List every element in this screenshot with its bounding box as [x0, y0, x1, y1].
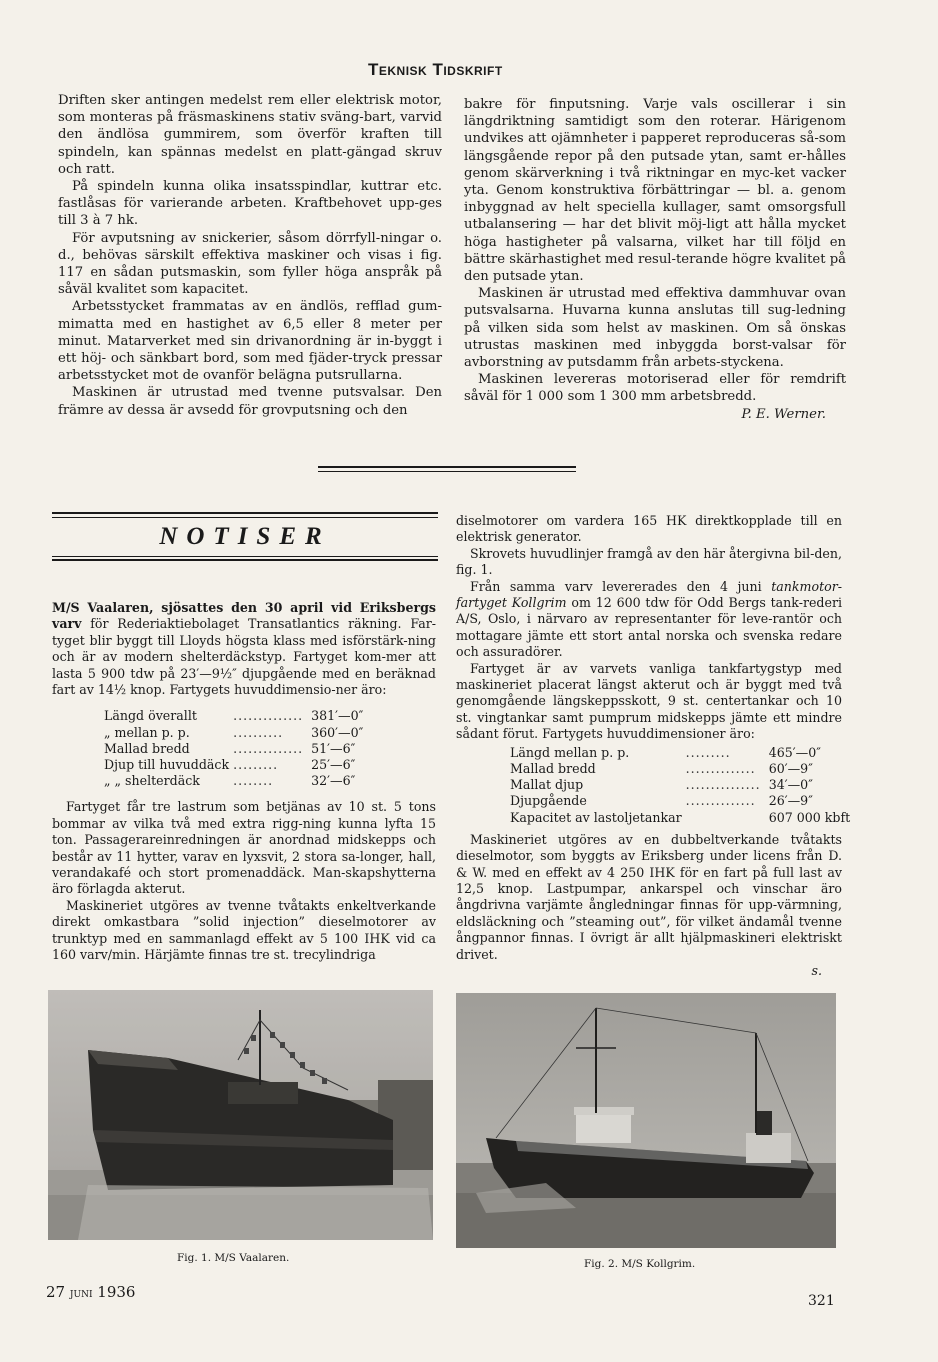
- dimension-leader: .........: [233, 757, 279, 773]
- notice-text: Från samma varv levererades den 4 juni: [470, 578, 772, 594]
- article-paragraph: För avputsning av snickerier, såsom dörrfyll-ningar o. d., behövas särskilt effektiva maskiner och visas i fig. 117 en sådan putsmaskin, som fyller höga anspråk på såväl kvalitet som kapacitet.: [58, 230, 442, 298]
- dimension-value: 607 000 kbft: [768, 809, 851, 825]
- dimension-label: „ „ shelterdäck: [104, 773, 200, 789]
- notice-kollgrim-lead: [456, 579, 842, 661]
- dimension-leader: ........: [233, 773, 274, 789]
- dimension-value: 25′—6″: [311, 757, 356, 773]
- dimension-row: [510, 777, 850, 793]
- dimension-row: [510, 745, 850, 761]
- dimension-value: 51′—6″: [311, 740, 356, 756]
- dimensions-table-kollgrim: [510, 745, 850, 826]
- figure-kollgrim-photo: [456, 993, 836, 1248]
- dimension-leader: [682, 810, 765, 826]
- notice-vaalaren-lead: [52, 600, 436, 698]
- notice-paragraph: Maskineriet utgöres av en dubbeltverkande tvåtakts dieselmotor, som byggts av Eriksberg under licens från D. & W. med en effekt av 4 250 IHK för en fart på full last av 12,5 knop. Lastpumpar, ankarspel och vinschar äro ångdrivna varjämte ångledningar finnas för upp-värmning, eldsläckning och ”steaming out”, för vilket ändamål tvenne ångpannor finnas. I övrigt är allt hjälpmaskineri elektriskt drivet.: [456, 831, 842, 962]
- article-paragraph: Maskinen levereras motoriserad eller för remdrift såväl för 1 000 som 1 300 mm arbetsbredd.: [464, 372, 846, 405]
- heading-rule-top: [52, 517, 438, 518]
- dimension-label: Längd överallt: [104, 708, 197, 724]
- heading-rule-bottom: [52, 559, 438, 561]
- dimension-leader: ..............: [233, 708, 304, 724]
- dimension-row: [510, 793, 850, 809]
- footer-date: [46, 1283, 135, 1301]
- running-head: Teknisk Tidskrift: [368, 60, 503, 79]
- article-column-right: [464, 96, 846, 423]
- notice-text: om 12 600 tdw för Odd Bergs tank-rederi A/S, Oslo, i närvaro av representanter för leve-rantör och mottagare jämte ett stort antal norska och svenska redare och assuradörer.: [456, 595, 842, 660]
- figure-caption: Fig. 2. M/S Kollgrim.: [584, 1258, 696, 1270]
- heading-rule-bottom: [52, 556, 438, 557]
- dimensions-table-vaalaren: [104, 708, 363, 789]
- ship-kollgrim-image: [456, 993, 836, 1248]
- dimension-row: [510, 810, 850, 826]
- dimension-leader: .........: [685, 744, 731, 760]
- notice-lead-text: för Rederiaktiebolaget Transatlantics räkning. Far-tyget blir byggt till Lloyds högsta klass med isförstärk-ning och är av modern shelterdäckstyp. Fartyget kom-mer att lasta 5 900 tdw på 23′—9½″ djupgående med en beräknad fart av 14½ knop. Fartygets huvuddimensio-ner äro:: [52, 616, 436, 698]
- notice-paragraph: Skrovets huvudlinjer framgå av den här återgivna bil-den, fig. 1.: [456, 545, 842, 578]
- article-signature: P. E. Werner.: [741, 406, 826, 422]
- dimension-leader: ..............: [685, 760, 756, 776]
- article-paragraph: Driften sker antingen medelst rem eller elektrisk motor, som monteras på fräsmaskinens stativ sväng-bart, varvid den ändlösa gummirem, som överför kraften till spindeln, kan spännas medelst en platt-gängad skruv och ratt.: [58, 93, 442, 177]
- article-paragraph: Arbetsstycket frammatas av en ändlös, refflad gum-mimatta med en hastighet av 6,5 eller 8 meter per minut. Matarverket med sin drivanordning är in-byggt i ett höj- och sänkbart bord, som med fjäder-tryck pressar arbetsstycket mot de ovanför belägna putsrullarna.: [58, 299, 442, 384]
- page-number: 321: [808, 1293, 835, 1309]
- ship-vaalaren-image: [48, 990, 433, 1240]
- notice-paragraph: Fartyget får tre lastrum som betjänas av 10 st. 5 tons bommar av vilka två med extra rigg-ning kunna lyfta 15 ton. Passagerareinredningen är anordnad midskepps och består av 11 hytter, varav en lyxsvit, 2 stora sa-longer, hall, verandakafé och stort promenaddäck. Man-skapshytterna äro förlagda akterut.: [52, 799, 436, 897]
- section-divider: [318, 471, 576, 472]
- notiser-column-left: [52, 600, 436, 964]
- dimension-value: 34′—0″: [768, 777, 813, 793]
- dimension-row: [104, 773, 363, 789]
- dimension-value: 60′—9″: [768, 760, 813, 776]
- dimension-label: Mallat djup: [510, 777, 584, 793]
- article-column-left: [58, 92, 442, 419]
- dimension-label: Längd mellan p. p.: [510, 744, 630, 760]
- dimension-value: 32′—6″: [311, 773, 356, 789]
- dimension-label: Djupgående: [510, 793, 587, 809]
- dimension-leader: ..............: [685, 793, 756, 809]
- dimension-row: [510, 761, 850, 777]
- dimension-leader: ..........: [233, 724, 284, 740]
- heading-rule-top: [52, 512, 438, 514]
- notice-signature: s.: [811, 962, 822, 978]
- footer-year: 1936: [97, 1283, 136, 1301]
- footer-month: juni: [69, 1286, 93, 1301]
- notice-ship-name: tankmotor-fartyget Kollgrim: [456, 578, 842, 611]
- figure-caption: Fig. 1. M/S Vaalaren.: [177, 1252, 290, 1264]
- dimension-value: 381′—0″: [311, 708, 364, 724]
- dimension-label: Mallad bredd: [104, 740, 190, 756]
- dimension-row: [104, 725, 363, 741]
- dimension-value: 26′—9″: [768, 793, 813, 809]
- dimension-leader: ..............: [233, 740, 304, 756]
- dimension-row: [104, 757, 363, 773]
- notiser-heading: [52, 512, 438, 562]
- dimension-value: 465′—0″: [768, 744, 821, 760]
- notice-lead-bold: M/S Vaalaren, sjösattes den 30 april vid Eriksbergs varv: [52, 600, 436, 632]
- dimension-row: [104, 708, 363, 724]
- footer-day: 27: [46, 1283, 66, 1301]
- article-paragraph: På spindeln kunna olika insatsspindlar, kuttrar etc. fastlåsas för varierande arbeten. Kraftbehovet upp-ges till 3 à 7 hk.: [58, 179, 442, 229]
- section-divider: [318, 466, 576, 468]
- dimension-value: 360′—0″: [311, 724, 364, 740]
- article-paragraph: Maskinen är utrustad med effektiva dammhuvar ovan putsvalsarna. Huvarna kunna anslutas till sug-ledning på vilken sida som helst av maskinen. Om så önskas utrustas maskinen med inbyggda borst-valsar för avborstning av putsdamm från arbets-styckena.: [464, 286, 846, 371]
- dimension-label: Djup till huvuddäck: [104, 757, 230, 773]
- dimension-label: Mallad bredd: [510, 760, 596, 776]
- notiser-title: NOTISER: [159, 523, 331, 550]
- dimension-leader: ...............: [685, 777, 761, 793]
- article-paragraph: bakre för finputsning. Varje vals oscillerar i sin längdriktning samtidigt som den roterar. Härigenom undvikes att ojämnheter i papperet reproduceras så-som längsgående repor på den putsade ytan, samt er-hålles genom skärverkning i två riktningar en myc-ket vacker yta. Genom konstruktiva förbättringar — bl. a. genom inbyggnad av helt speciella kullager, samt omsorgsfull utbalansering — har det blivit möj-ligt att hålla mycket höga hastigheter på valsarna, vilket har till följd en bättre skärhastighet med resul-terande högre kvalitet på den putsade ytan.: [464, 97, 846, 285]
- article-paragraph: Maskinen är utrustad med tvenne putsvalsar. Den främre av dessa är avsedd för grovputsning och den: [58, 385, 442, 418]
- dimension-label: „ mellan p. p.: [104, 724, 190, 740]
- notice-paragraph: Maskineriet utgöres av tvenne tvåtakts enkeltverkande direkt omkastbara ”solid injection” dieselmotorer av trunktyp med en sammanlagd effekt av 5 100 IHK vid ca 160 varv/min. Härjämte finnas tre st. trecylindriga: [52, 897, 436, 963]
- dimension-row: [104, 741, 363, 757]
- dimension-label: Kapacitet av lastoljetankar: [510, 809, 682, 825]
- figure-vaalaren-photo: [48, 990, 433, 1240]
- notiser-column-right: [456, 513, 851, 979]
- notice-paragraph: Fartyget är av varvets vanliga tankfartygstyp med maskineriet placerat längst akterut och är byggt med två genomgående längskeppsskott, 9 st. centertankar och 10 st. vingtankar samt pumprum midskepps jämte ett mindre sådant förut. Fartygets huvuddimensioner äro:: [456, 660, 842, 742]
- notice-paragraph: diselmotorer om vardera 165 HK direktkopplade till en elektrisk generator.: [456, 513, 842, 545]
